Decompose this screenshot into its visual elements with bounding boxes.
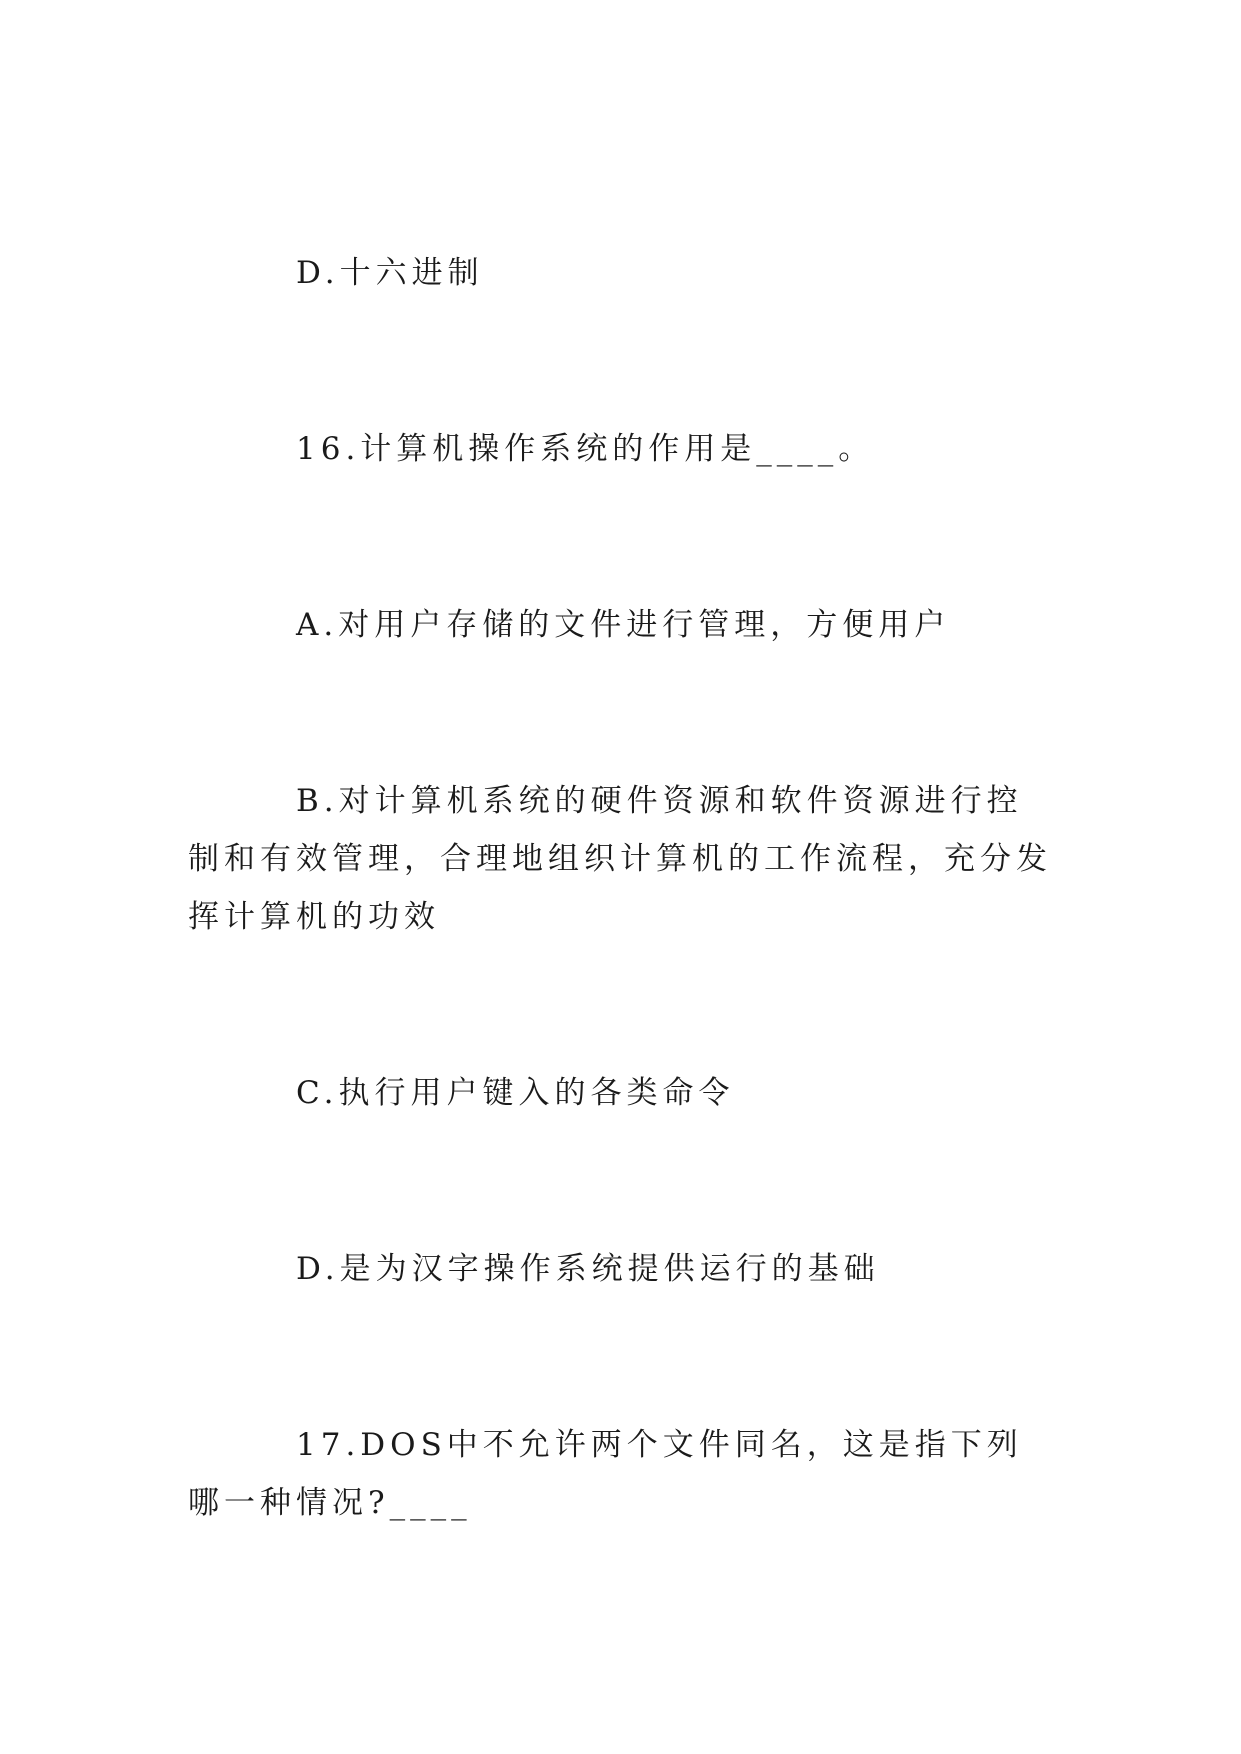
option-d-q15: D.十六进制: [296, 255, 484, 291]
option-a-q16: A.对用户存储的文件进行管理，方便用户: [296, 607, 951, 643]
option-d-q16: D.是为汉字操作系统提供运行的基础: [296, 1251, 880, 1287]
option-b-q16: B.对计算机系统的硬件资源和软件资源进行控制和有效管理，合理地组织计算机的工作流程，充分发挥计算机的功效: [188, 783, 1052, 935]
question-16: 16.计算机操作系统的作用是____。: [296, 431, 875, 467]
option-c-q16: C.执行用户键入的各类命令: [296, 1075, 735, 1111]
question-17: 17.DOS中不允许两个文件同名，这是指下列哪一种情况?____: [188, 1427, 1023, 1521]
